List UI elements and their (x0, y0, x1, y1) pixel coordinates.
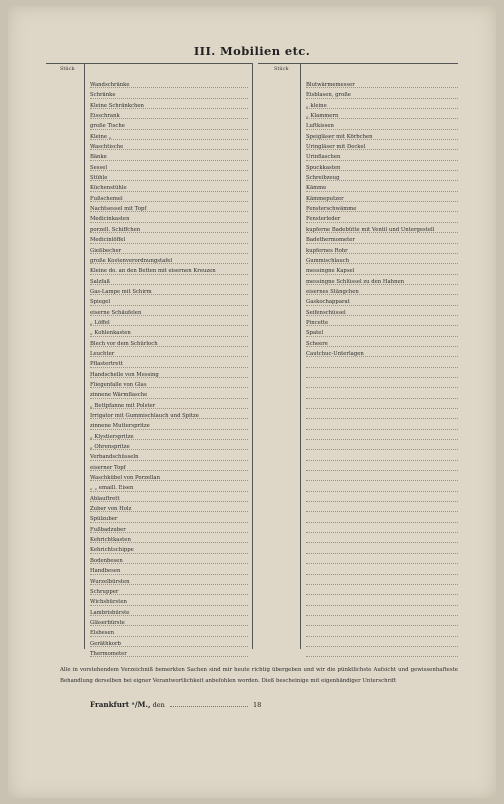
inventory-row (90, 535, 248, 545)
inventory-item-label: Fliegenfalle von Glas (90, 381, 147, 388)
dotted-fill-line (306, 656, 458, 657)
inventory-item-label: Blutwärmemesser (306, 82, 355, 88)
inventory-item-label: eiserner Topf (90, 464, 126, 471)
inventory-row (306, 80, 458, 90)
empty-row (306, 504, 458, 514)
dotted-fill-line (90, 160, 248, 161)
inventory-item-label: „ Kohlenkasten (90, 330, 131, 337)
empty-row (306, 452, 458, 462)
inventory-row (306, 163, 458, 173)
inventory-item-label: „ Klammern (306, 113, 339, 120)
empty-row (306, 370, 458, 380)
inventory-item-label: Badethermometer (306, 237, 355, 244)
inventory-row (90, 80, 248, 90)
inventory-item-label: messingne Kapsel (306, 268, 355, 275)
inventory-row (90, 328, 248, 338)
inventory-row (90, 142, 248, 152)
dotted-fill-line (306, 542, 458, 543)
empty-row (306, 608, 458, 618)
section-title: III. Mobilien etc. (193, 44, 311, 58)
inventory-row (306, 183, 458, 193)
empty-row (306, 535, 458, 545)
inventory-item-label: Seifenschüssel (306, 309, 346, 316)
inventory-row (90, 287, 248, 297)
dotted-fill-line (306, 367, 458, 368)
inventory-row (90, 121, 248, 131)
dotted-fill-line (306, 605, 458, 606)
inventory-item-label: „ Klystierspritze (90, 433, 134, 440)
inventory-item-label: Eisschrank (90, 113, 120, 120)
dotted-fill-line (306, 191, 458, 192)
dotted-fill-line (90, 170, 248, 171)
inventory-row (306, 194, 458, 204)
dotted-fill-line (306, 625, 458, 626)
inventory-item-label: Speigläser mit Körbchen (306, 133, 373, 140)
inventory-row (90, 359, 248, 369)
inventory-item-label: Sessel (90, 164, 108, 171)
inventory-row (90, 225, 248, 235)
inventory-row (306, 266, 458, 276)
inventory-item-label: Waschtische (90, 144, 124, 151)
inventory-row (90, 421, 248, 431)
inventory-item-label: „ Löffel (90, 319, 110, 326)
left-top-rule (46, 63, 252, 64)
empty-row (306, 525, 458, 535)
inventory-item-label: Fußbadzuber (90, 526, 126, 533)
dotted-fill-line (306, 377, 458, 378)
dotted-fill-line (306, 491, 458, 492)
inventory-item-label: Gummischlauch (306, 257, 350, 264)
inventory-item-label: Medicinlöffel (90, 237, 126, 244)
date-blank (170, 706, 248, 707)
inventory-item-label: Gießbecher (90, 247, 122, 254)
inventory-item-label: Gaskochapparat (306, 299, 350, 306)
inventory-item-label: „ Ohrenspritze (90, 444, 130, 451)
right-stueck-rule (300, 63, 301, 649)
inventory-row (306, 142, 458, 152)
inventory-row (306, 214, 458, 224)
empty-row (306, 411, 458, 421)
inventory-item-label: Kehrichtkasten (90, 537, 131, 544)
inventory-item-label: Uringläser mit Deckel (306, 144, 366, 151)
footer-statement: Alle in vorstehendem Verzeichniß bemerkten Sachen sind mir heute richtig übergeben und wir die pünktlichste Aufsicht und gewissenhafteste Behandlung derselben bei eigner Verantwortlichkeit anbefohlen worden. Dieß bescheinige mit eigenhändiger Unterschrift (60, 667, 458, 684)
inventory-row (90, 90, 248, 100)
inventory-row (90, 577, 248, 587)
inventory-item-label: Stühle (90, 175, 108, 182)
dotted-fill-line (306, 346, 458, 347)
empty-row (306, 359, 458, 369)
inventory-row (90, 111, 248, 121)
inventory-row (90, 349, 248, 359)
inventory-row (90, 277, 248, 287)
inventory-row (90, 525, 248, 535)
right-stueck-header: Stück (274, 66, 289, 72)
inventory-item-label: Spatel (306, 330, 324, 337)
inventory-item-label: Schreibzeug (306, 175, 340, 182)
dotted-fill-line (306, 387, 458, 388)
inventory-item-label: zinnene Wärmflasche (90, 392, 148, 399)
dotted-fill-line (306, 418, 458, 419)
inventory-item-label: „ kleine (306, 102, 327, 109)
inventory-item-label: Wandschränke (90, 82, 130, 88)
dotted-fill-line (306, 511, 458, 512)
inventory-row (90, 639, 248, 649)
inventory-item-label: Bodenbesen (90, 557, 123, 564)
inventory-item-label: Leuchter (90, 350, 115, 357)
inventory-item-label: Irrigator mit Gummischlauch und Spitze (90, 413, 199, 419)
empty-row (306, 421, 458, 431)
inventory-item-label: eiserne Schäufelen (90, 309, 142, 316)
inventory-item-label: Verbandschüsseln (90, 454, 139, 461)
empty-row (306, 628, 458, 638)
inventory-row (306, 246, 458, 256)
inventory-row (90, 390, 248, 400)
inventory-item-label: Pflastertrett (90, 361, 123, 368)
inventory-row (306, 225, 458, 235)
dotted-fill-line (306, 325, 458, 326)
inventory-row (90, 597, 248, 607)
inventory-item-label: Ablauftrett (90, 495, 120, 502)
inventory-row (306, 101, 458, 111)
inventory-row (306, 287, 458, 297)
inventory-row (90, 183, 248, 193)
empty-row (306, 401, 458, 411)
dotted-fill-line (90, 325, 248, 326)
inventory-item-label: Urinflaschen (306, 154, 341, 161)
inventory-row (306, 328, 458, 338)
inventory-row (306, 132, 458, 142)
inventory-item-label: Fensterleder (306, 216, 341, 223)
empty-row (306, 380, 458, 390)
inventory-row (90, 608, 248, 618)
inventory-row (90, 628, 248, 638)
inventory-item-label: Scheere (306, 340, 328, 347)
inventory-row (90, 246, 248, 256)
right-top-rule (258, 63, 458, 64)
inventory-row (306, 121, 458, 131)
inventory-item-label: Thermometer (90, 650, 127, 657)
inventory-item-label: kupferne Badebütte mit Ventil und Untergestell (306, 226, 435, 233)
inventory-item-label: zinnene Mutterspritze (90, 423, 150, 430)
inventory-item-label: Schrupper (90, 588, 119, 595)
dotted-fill-line (306, 553, 458, 554)
inventory-row (306, 339, 458, 349)
empty-row (306, 649, 458, 659)
empty-row (306, 514, 458, 524)
inventory-row (90, 545, 248, 555)
inventory-item-label: Spuckkasten (306, 164, 341, 171)
inventory-row (306, 308, 458, 318)
inventory-item-label: große Tische (90, 123, 125, 130)
inventory-row (90, 339, 248, 349)
inventory-item-label: Kehrichtschippe (90, 547, 134, 554)
inventory-item-label: kupfernes Rohr (306, 247, 348, 254)
inventory-row (90, 649, 248, 659)
inventory-item-label: Waschkübel von Porzellan (90, 475, 160, 482)
inventory-item-label: Gas-Lampe mit Schirm (90, 288, 152, 295)
dotted-fill-line (306, 480, 458, 481)
inventory-item-label: Kleine „ (90, 133, 112, 140)
inventory-row (90, 618, 248, 628)
inventory-item-label: Spiegel (90, 299, 111, 306)
empty-row (306, 494, 458, 504)
inventory-item-label: Kämme (306, 185, 327, 192)
inventory-item-label: große Kostenverordnungstafel (90, 257, 173, 264)
inventory-item-label: Kleine Schränkchen (90, 102, 144, 109)
inventory-row (90, 163, 248, 173)
inventory-row (90, 173, 248, 183)
dotted-fill-line (90, 180, 248, 181)
inventory-item-label: Blech vor dem Schürloch (90, 340, 158, 347)
dotted-fill-line (90, 305, 248, 306)
inventory-row (90, 432, 248, 442)
dotted-fill-line (306, 636, 458, 637)
dotted-fill-line (306, 449, 458, 450)
empty-row (306, 566, 458, 576)
dotted-fill-line (306, 532, 458, 533)
empty-row (306, 556, 458, 566)
inventory-row (90, 101, 248, 111)
left-item-list (90, 80, 248, 659)
inventory-item-label: messingne Schlüssel zu den Hahnen (306, 278, 405, 285)
inventory-item-label: „ Bettpfanne mit Polster (90, 402, 156, 409)
empty-row (306, 432, 458, 442)
dotted-fill-line (306, 108, 458, 109)
inventory-item-label: Fensterschwämme (306, 206, 357, 213)
right-item-list (306, 80, 458, 659)
year-label: 18 (252, 701, 262, 709)
empty-row (306, 483, 458, 493)
inventory-row (306, 111, 458, 121)
inventory-row (306, 173, 458, 183)
dotted-fill-line (306, 336, 458, 337)
dotted-fill-line (306, 398, 458, 399)
empty-row (306, 597, 458, 607)
empty-row (306, 473, 458, 483)
inventory-row (90, 152, 248, 162)
inventory-item-label: Cautchuc-Unterlagen (306, 350, 364, 357)
left-stueck-rule (84, 63, 85, 649)
inventory-item-label: Elsbesen (90, 630, 115, 637)
dotted-fill-line (306, 522, 458, 523)
inventory-row (90, 297, 248, 307)
inventory-row (306, 256, 458, 266)
empty-row (306, 463, 458, 473)
inventory-row (90, 308, 248, 318)
inventory-item-label: Geräthkorb (90, 640, 121, 647)
empty-row (306, 577, 458, 587)
inventory-row (90, 566, 248, 576)
inventory-item-label: Luftkissen (306, 123, 334, 130)
dotted-fill-line (306, 470, 458, 471)
inventory-row (306, 277, 458, 287)
empty-row (306, 545, 458, 555)
inventory-row (306, 318, 458, 328)
inventory-item-label: Salzfaß (90, 278, 110, 285)
inventory-item-label: Schränke (90, 92, 116, 99)
inventory-item-label: Wurzelbürsten (90, 578, 130, 585)
inventory-item-label: Küchenstühle (90, 185, 127, 192)
inventory-row (306, 152, 458, 162)
inventory-row (90, 483, 248, 493)
dotted-fill-line (306, 429, 458, 430)
inventory-item-label: Kleine do. an den Betten mit eisernen Kreuzen (90, 268, 216, 275)
left-stueck-header: Stück (60, 66, 75, 72)
inventory-row (90, 266, 248, 276)
dotted-fill-line (306, 584, 458, 585)
inventory-row (90, 473, 248, 483)
inventory-row (90, 132, 248, 142)
inventory-row (90, 452, 248, 462)
inventory-row (90, 370, 248, 380)
empty-row (306, 390, 458, 400)
dotted-fill-line (306, 460, 458, 461)
inventory-item-label: porzell. Schiffchen (90, 226, 141, 233)
dotted-fill-line (306, 501, 458, 502)
inventory-row (90, 235, 248, 245)
inventory-row (306, 90, 458, 100)
inventory-row (90, 380, 248, 390)
den-label: den (152, 701, 165, 709)
inventory-item-label: eisernes Stängchen (306, 288, 359, 295)
inventory-row (90, 556, 248, 566)
inventory-row (90, 504, 248, 514)
left-outer-rule (252, 63, 253, 649)
dotted-fill-line (306, 646, 458, 647)
inventory-item-label: Handbesen (90, 568, 121, 575)
inventory-row (306, 349, 458, 359)
inventory-item-label: Handschelle von Messing (90, 371, 159, 378)
inventory-row (90, 401, 248, 411)
empty-row (306, 618, 458, 628)
dotted-fill-line (306, 574, 458, 575)
inventory-item-label: Fußschemel (90, 195, 123, 202)
inventory-row (90, 204, 248, 214)
inventory-item-label: Gläserbürste (90, 619, 125, 626)
inventory-row (90, 214, 248, 224)
place-name: Frankfurt ᵃ/M., (90, 700, 151, 709)
inventory-item-label: „ „ emaill. Eisen (90, 485, 134, 492)
inventory-item-label: Medicinkasten (90, 216, 130, 223)
inventory-row (306, 297, 458, 307)
inventory-item-label: Lambrisbürste (90, 609, 130, 616)
empty-row (306, 587, 458, 597)
dotted-fill-line (90, 139, 248, 140)
dotted-fill-line (306, 615, 458, 616)
inventory-row (90, 587, 248, 597)
inventory-item-label: Bänke (90, 154, 107, 161)
inventory-row (90, 463, 248, 473)
inventory-item-label: Eisblasen, große (306, 92, 351, 99)
inventory-row (90, 442, 248, 452)
dotted-fill-line (306, 594, 458, 595)
inventory-row (306, 235, 458, 245)
empty-row (306, 639, 458, 649)
dotted-fill-line (90, 284, 248, 285)
dotted-fill-line (306, 563, 458, 564)
inventory-row (90, 494, 248, 504)
inventory-row (90, 256, 248, 266)
dotted-fill-line (306, 408, 458, 409)
inventory-row (90, 514, 248, 524)
inventory-row (306, 204, 458, 214)
inventory-row (90, 194, 248, 204)
inventory-item-label: Kämmeputzer (306, 195, 344, 202)
inventory-row (90, 318, 248, 328)
empty-row (306, 442, 458, 452)
inventory-item-label: Zuber von Holz (90, 506, 132, 513)
inventory-item-label: Wichsbürsten (90, 599, 127, 606)
inventory-item-label: Pincette (306, 319, 329, 326)
inventory-item-label: Spülzuber (90, 516, 118, 523)
place-date-line (90, 700, 261, 709)
inventory-row (90, 411, 248, 421)
inventory-item-label: Nachtsessel mit Topf (90, 206, 147, 213)
dotted-fill-line (306, 439, 458, 440)
